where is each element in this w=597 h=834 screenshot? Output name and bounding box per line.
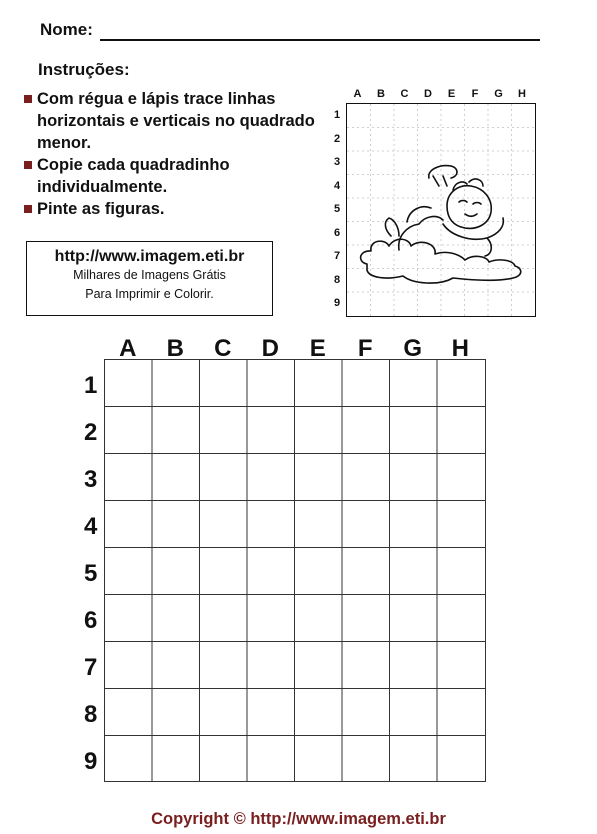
col-label: B — [166, 335, 184, 362]
row-label: 6 — [84, 607, 98, 634]
instruction-item — [24, 88, 324, 154]
small-row-label: 6 — [334, 226, 341, 239]
sleeping-angel-icon — [347, 104, 535, 316]
bullet-square-icon — [24, 95, 32, 103]
small-row-label: 1 — [334, 109, 341, 121]
row-label: 3 — [84, 466, 98, 493]
instruction-text: Copie cada quadradinho individualmente. — [37, 156, 230, 196]
bullet-square-icon — [24, 205, 32, 213]
small-col-label: C — [400, 88, 409, 100]
small-row-label: 3 — [334, 156, 341, 168]
info-line-1: Milhares de Imagens Grátis — [73, 268, 226, 282]
small-row-label: 9 — [334, 297, 341, 309]
row-label: 7 — [84, 654, 98, 681]
col-label: A — [119, 335, 137, 362]
instruction-item — [24, 154, 324, 198]
small-col-label: F — [471, 88, 479, 100]
small-col-label: B — [377, 88, 385, 100]
reference-grid — [330, 88, 540, 318]
col-label: C — [214, 335, 232, 362]
col-label: F — [357, 335, 373, 362]
info-box — [26, 241, 273, 316]
row-label: 9 — [84, 748, 98, 775]
name-input-line[interactable] — [100, 39, 540, 41]
reference-picture-frame — [346, 103, 536, 317]
drawing-grid[interactable] — [104, 359, 487, 783]
small-row-label: 7 — [334, 250, 341, 262]
instruction-text: Com régua e lápis trace linhas horizontais e verticais no quadrado menor. — [37, 90, 315, 152]
row-label: 5 — [84, 560, 98, 587]
col-label: G — [403, 335, 423, 362]
small-col-label: D — [424, 88, 432, 100]
small-row-label: 2 — [334, 132, 341, 145]
bullet-square-icon — [24, 161, 32, 169]
row-label: 8 — [84, 701, 98, 728]
col-label: D — [261, 335, 279, 362]
copyright-footer[interactable]: Copyright © http://www.imagem.eti.br — [151, 810, 446, 828]
small-row-label: 5 — [334, 203, 341, 215]
small-row-label: 4 — [334, 179, 341, 192]
instruction-item — [24, 198, 324, 220]
drawing-grid-lines — [104, 359, 487, 783]
row-label: 4 — [84, 513, 98, 540]
name-label: Nome: — [40, 20, 93, 39]
col-label: H — [451, 335, 469, 362]
row-label: 1 — [84, 372, 98, 399]
instruction-text: Pinte as figuras. — [37, 200, 165, 218]
col-label: E — [309, 335, 326, 362]
small-row-label: 8 — [334, 273, 341, 286]
info-line-2: Para Imprimir e Colorir. — [85, 287, 214, 301]
small-col-label: H — [518, 88, 526, 100]
info-url[interactable]: http://www.imagem.eti.br — [54, 248, 245, 265]
small-col-label: G — [494, 88, 503, 100]
small-col-label: A — [353, 88, 362, 100]
small-col-label: E — [447, 88, 456, 100]
instructions-title: Instruções: — [38, 60, 130, 79]
row-label: 2 — [84, 419, 98, 446]
instructions-list — [24, 88, 324, 220]
